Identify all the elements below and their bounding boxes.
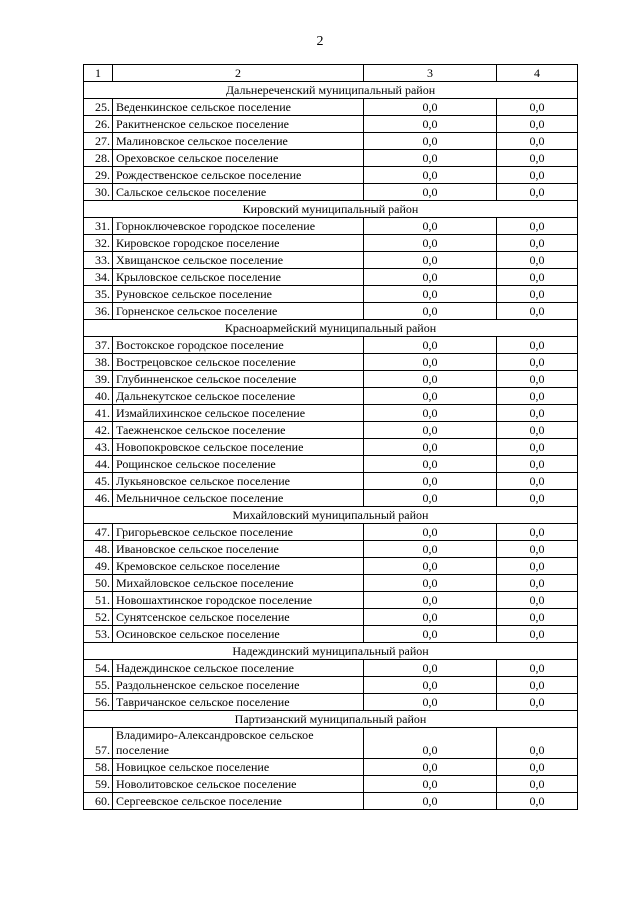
settlements-table bbox=[83, 64, 578, 810]
value-col-4: 0,0 bbox=[497, 558, 578, 575]
row-number: 36. bbox=[84, 303, 113, 320]
value-col-4: 0,0 bbox=[497, 422, 578, 439]
table-row bbox=[84, 354, 578, 371]
table-row bbox=[84, 660, 578, 677]
value-col-3: 0,0 bbox=[364, 439, 497, 456]
row-number: 46. bbox=[84, 490, 113, 507]
value-col-3: 0,0 bbox=[364, 609, 497, 626]
row-number: 45. bbox=[84, 473, 113, 490]
row-number: 59. bbox=[84, 776, 113, 793]
district-row bbox=[84, 82, 578, 99]
settlement-name: Григорьевское сельское поселение bbox=[113, 524, 364, 541]
settlement-name: Новопокровское сельское поселение bbox=[113, 439, 364, 456]
row-number: 37. bbox=[84, 337, 113, 354]
table-row bbox=[84, 541, 578, 558]
table-row bbox=[84, 776, 578, 793]
value-col-3: 0,0 bbox=[364, 473, 497, 490]
table-row bbox=[84, 439, 578, 456]
row-number: 51. bbox=[84, 592, 113, 609]
settlement-name: Хвищанское сельское поселение bbox=[113, 252, 364, 269]
table-row bbox=[84, 150, 578, 167]
value-col-4: 0,0 bbox=[497, 592, 578, 609]
table-row bbox=[84, 677, 578, 694]
value-col-4: 0,0 bbox=[497, 541, 578, 558]
table-row bbox=[84, 473, 578, 490]
value-col-3: 0,0 bbox=[364, 728, 497, 759]
page-number: 2 bbox=[316, 34, 324, 49]
value-col-4: 0,0 bbox=[497, 677, 578, 694]
district-row bbox=[84, 201, 578, 218]
settlement-name: Вострецовское сельское поселение bbox=[113, 354, 364, 371]
settlement-name: Кировское городское поселение bbox=[113, 235, 364, 252]
district-title: Михайловский муниципальный район bbox=[84, 507, 578, 524]
row-number: 29. bbox=[84, 167, 113, 184]
value-col-4: 0,0 bbox=[497, 337, 578, 354]
settlement-name: Новолитовское сельское поселение bbox=[113, 776, 364, 793]
row-number: 47. bbox=[84, 524, 113, 541]
value-col-3: 0,0 bbox=[364, 116, 497, 133]
value-col-3: 0,0 bbox=[364, 660, 497, 677]
settlement-name: Надеждинское сельское поселение bbox=[113, 660, 364, 677]
settlement-name: Новицкое сельское поселение bbox=[113, 759, 364, 776]
value-col-3: 0,0 bbox=[364, 759, 497, 776]
value-col-4: 0,0 bbox=[497, 133, 578, 150]
row-number: 28. bbox=[84, 150, 113, 167]
value-col-3: 0,0 bbox=[364, 99, 497, 116]
value-col-3: 0,0 bbox=[364, 235, 497, 252]
value-col-3: 0,0 bbox=[364, 592, 497, 609]
table-row bbox=[84, 116, 578, 133]
value-col-3: 0,0 bbox=[364, 626, 497, 643]
row-number: 27. bbox=[84, 133, 113, 150]
header-col-3: 3 bbox=[364, 65, 497, 82]
row-number: 57. bbox=[84, 728, 113, 759]
row-number: 49. bbox=[84, 558, 113, 575]
value-col-3: 0,0 bbox=[364, 133, 497, 150]
settlement-name: Тавричанское сельское поселение bbox=[113, 694, 364, 711]
value-col-3: 0,0 bbox=[364, 388, 497, 405]
settlement-name: Глубинненское сельское поселение bbox=[113, 371, 364, 388]
value-col-3: 0,0 bbox=[364, 558, 497, 575]
settlement-name: Владимиро-Александровское сельское поселение bbox=[113, 728, 364, 759]
settlement-name: Горненское сельское поселение bbox=[113, 303, 364, 320]
row-number: 60. bbox=[84, 793, 113, 810]
value-col-3: 0,0 bbox=[364, 575, 497, 592]
value-col-4: 0,0 bbox=[497, 694, 578, 711]
district-title: Партизанский муниципальный район bbox=[84, 711, 578, 728]
settlement-name: Лукьяновское сельское поселение bbox=[113, 473, 364, 490]
settlement-name: Раздольненское сельское поселение bbox=[113, 677, 364, 694]
table-row bbox=[84, 337, 578, 354]
table-row bbox=[84, 133, 578, 150]
value-col-4: 0,0 bbox=[497, 218, 578, 235]
value-col-3: 0,0 bbox=[364, 524, 497, 541]
row-number: 58. bbox=[84, 759, 113, 776]
value-col-4: 0,0 bbox=[497, 252, 578, 269]
settlement-name: Сальское сельское поселение bbox=[113, 184, 364, 201]
value-col-3: 0,0 bbox=[364, 150, 497, 167]
district-row bbox=[84, 320, 578, 337]
table-row bbox=[84, 626, 578, 643]
district-title: Надеждинский муниципальный район bbox=[84, 643, 578, 660]
row-number: 30. bbox=[84, 184, 113, 201]
value-col-4: 0,0 bbox=[497, 793, 578, 810]
settlement-name: Кремовское сельское поселение bbox=[113, 558, 364, 575]
settlement-name: Руновское сельское поселение bbox=[113, 286, 364, 303]
value-col-4: 0,0 bbox=[497, 776, 578, 793]
district-row bbox=[84, 711, 578, 728]
table-row bbox=[84, 793, 578, 810]
settlement-name: Сергеевское сельское поселение bbox=[113, 793, 364, 810]
table-row bbox=[84, 371, 578, 388]
table-row bbox=[84, 218, 578, 235]
district-title: Красноармейский муниципальный район bbox=[84, 320, 578, 337]
row-number: 25. bbox=[84, 99, 113, 116]
table-row bbox=[84, 575, 578, 592]
value-col-4: 0,0 bbox=[497, 609, 578, 626]
row-number: 56. bbox=[84, 694, 113, 711]
row-number: 42. bbox=[84, 422, 113, 439]
value-col-3: 0,0 bbox=[364, 184, 497, 201]
value-col-3: 0,0 bbox=[364, 269, 497, 286]
table-row bbox=[84, 303, 578, 320]
row-number: 26. bbox=[84, 116, 113, 133]
value-col-4: 0,0 bbox=[497, 269, 578, 286]
value-col-4: 0,0 bbox=[497, 303, 578, 320]
row-number: 41. bbox=[84, 405, 113, 422]
settlement-name: Таежненское сельское поселение bbox=[113, 422, 364, 439]
settlement-name: Ракитненское сельское поселение bbox=[113, 116, 364, 133]
value-col-4: 0,0 bbox=[497, 524, 578, 541]
settlement-name: Веденкинское сельское поселение bbox=[113, 99, 364, 116]
settlement-name: Ивановское сельское поселение bbox=[113, 541, 364, 558]
value-col-4: 0,0 bbox=[497, 286, 578, 303]
value-col-4: 0,0 bbox=[497, 660, 578, 677]
value-col-3: 0,0 bbox=[364, 167, 497, 184]
header-col-1: 1 bbox=[84, 65, 113, 82]
value-col-3: 0,0 bbox=[364, 218, 497, 235]
row-number: 35. bbox=[84, 286, 113, 303]
settlement-name: Малиновское сельское поселение bbox=[113, 133, 364, 150]
table-row bbox=[84, 694, 578, 711]
value-col-4: 0,0 bbox=[497, 99, 578, 116]
row-number: 31. bbox=[84, 218, 113, 235]
table-row bbox=[84, 592, 578, 609]
table-row bbox=[84, 252, 578, 269]
value-col-3: 0,0 bbox=[364, 490, 497, 507]
table-row bbox=[84, 388, 578, 405]
value-col-4: 0,0 bbox=[497, 490, 578, 507]
table-row bbox=[84, 167, 578, 184]
value-col-3: 0,0 bbox=[364, 405, 497, 422]
settlement-name: Новошахтинское городское поселение bbox=[113, 592, 364, 609]
settlement-name: Востокское городское поселение bbox=[113, 337, 364, 354]
district-row bbox=[84, 507, 578, 524]
settlement-name: Рощинское сельское поселение bbox=[113, 456, 364, 473]
value-col-4: 0,0 bbox=[497, 371, 578, 388]
table-row bbox=[84, 490, 578, 507]
row-number: 39. bbox=[84, 371, 113, 388]
value-col-3: 0,0 bbox=[364, 776, 497, 793]
row-number: 55. bbox=[84, 677, 113, 694]
row-number: 34. bbox=[84, 269, 113, 286]
table-row bbox=[84, 184, 578, 201]
settlement-name: Михайловское сельское поселение bbox=[113, 575, 364, 592]
value-col-4: 0,0 bbox=[497, 150, 578, 167]
table-row bbox=[84, 728, 578, 759]
table-row bbox=[84, 524, 578, 541]
value-col-3: 0,0 bbox=[364, 286, 497, 303]
value-col-3: 0,0 bbox=[364, 337, 497, 354]
row-number: 54. bbox=[84, 660, 113, 677]
settlement-name: Рождественское сельское поселение bbox=[113, 167, 364, 184]
district-title: Кировский муниципальный район bbox=[84, 201, 578, 218]
table-row bbox=[84, 609, 578, 626]
table-row bbox=[84, 405, 578, 422]
settlement-name: Горноключевское городское поселение bbox=[113, 218, 364, 235]
row-number: 53. bbox=[84, 626, 113, 643]
value-col-4: 0,0 bbox=[497, 728, 578, 759]
table-row bbox=[84, 269, 578, 286]
table-row bbox=[84, 422, 578, 439]
value-col-3: 0,0 bbox=[364, 541, 497, 558]
value-col-3: 0,0 bbox=[364, 677, 497, 694]
table-row bbox=[84, 456, 578, 473]
value-col-4: 0,0 bbox=[497, 473, 578, 490]
table-row bbox=[84, 235, 578, 252]
value-col-4: 0,0 bbox=[497, 759, 578, 776]
header-col-4: 4 bbox=[497, 65, 578, 82]
value-col-4: 0,0 bbox=[497, 575, 578, 592]
row-number: 32. bbox=[84, 235, 113, 252]
district-title: Дальнереченский муниципальный район bbox=[84, 82, 578, 99]
row-number: 48. bbox=[84, 541, 113, 558]
value-col-4: 0,0 bbox=[497, 405, 578, 422]
settlement-name: Дальнекутское сельское поселение bbox=[113, 388, 364, 405]
row-number: 43. bbox=[84, 439, 113, 456]
value-col-3: 0,0 bbox=[364, 252, 497, 269]
value-col-3: 0,0 bbox=[364, 694, 497, 711]
value-col-4: 0,0 bbox=[497, 167, 578, 184]
header-col-2: 2 bbox=[113, 65, 364, 82]
value-col-4: 0,0 bbox=[497, 184, 578, 201]
value-col-4: 0,0 bbox=[497, 235, 578, 252]
settlement-name: Ореховское сельское поселение bbox=[113, 150, 364, 167]
table-row bbox=[84, 99, 578, 116]
table-row bbox=[84, 286, 578, 303]
table-header-row bbox=[84, 65, 578, 82]
value-col-4: 0,0 bbox=[497, 626, 578, 643]
row-number: 40. bbox=[84, 388, 113, 405]
settlement-name: Измайлихинское сельское поселение bbox=[113, 405, 364, 422]
row-number: 52. bbox=[84, 609, 113, 626]
row-number: 44. bbox=[84, 456, 113, 473]
value-col-3: 0,0 bbox=[364, 793, 497, 810]
settlement-name: Крыловское сельское поселение bbox=[113, 269, 364, 286]
district-row bbox=[84, 643, 578, 660]
row-number: 38. bbox=[84, 354, 113, 371]
settlement-name: Осиновское сельское поселение bbox=[113, 626, 364, 643]
value-col-3: 0,0 bbox=[364, 422, 497, 439]
settlements-table-body bbox=[84, 65, 578, 810]
table-row bbox=[84, 558, 578, 575]
settlement-name: Мельничное сельское поселение bbox=[113, 490, 364, 507]
value-col-4: 0,0 bbox=[497, 354, 578, 371]
value-col-3: 0,0 bbox=[364, 303, 497, 320]
value-col-4: 0,0 bbox=[497, 456, 578, 473]
value-col-3: 0,0 bbox=[364, 371, 497, 388]
value-col-4: 0,0 bbox=[497, 116, 578, 133]
value-col-3: 0,0 bbox=[364, 354, 497, 371]
value-col-4: 0,0 bbox=[497, 388, 578, 405]
value-col-4: 0,0 bbox=[497, 439, 578, 456]
table-row bbox=[84, 759, 578, 776]
row-number: 33. bbox=[84, 252, 113, 269]
value-col-3: 0,0 bbox=[364, 456, 497, 473]
row-number: 50. bbox=[84, 575, 113, 592]
settlement-name: Сунятсенское сельское поселение bbox=[113, 609, 364, 626]
